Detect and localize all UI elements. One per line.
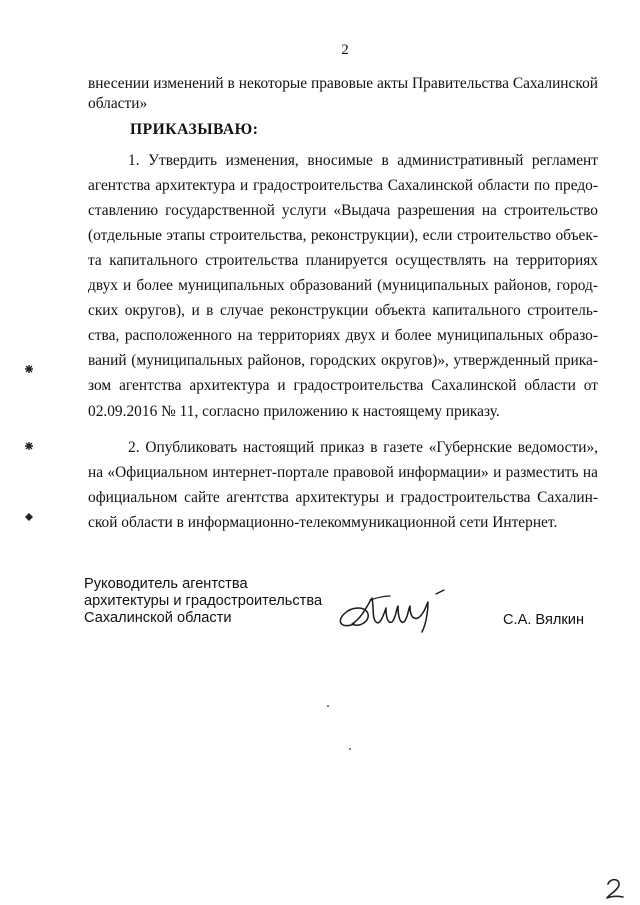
item1-line: та капитального строительства планируется осуществлять на территориях [88,252,598,269]
intro-line: области» [88,95,148,112]
item1-line: ставлению государственной услуги «Выдача разрешения на строительство [88,202,598,219]
item1-line: двух и более муниципальных образований (муниципальных районов, город- [88,277,598,294]
handwritten-page-number [604,876,626,900]
page-number: 2 [341,42,349,58]
signer-title-line: Сахалинской области [84,610,232,626]
scan-speck [349,748,351,750]
item1-line: агентства архитектура и градостроительства Сахалинской области по предо- [88,177,598,194]
item1-line: 02.09.2016 № 11, согласно приложению к настоящему приказу. [88,403,500,420]
item2-line: ской области в информационно-телекоммуникационной сети Интернет. [88,514,558,531]
signer-name: С.А. Вялкин [503,612,585,628]
item2-line: официальном сайте агентства архитектуры и градостроительства Сахалин- [88,489,598,506]
item1-line: зом агентства архитектура и градостроительства Сахалинской области от [88,377,598,394]
margin-mark-icon [24,364,34,374]
item2-line: 2. Опубликовать настоящий приказ в газете «Губернские ведомости», [128,439,598,456]
item1-line: ваний (муниципальных районов, городских округов)», утвержденный прика- [88,352,598,369]
signer-title-line: Руководитель агентства [84,576,248,592]
item1-line: (отдельные этапы строительства, реконструкции), если строительство объек- [88,227,598,244]
margin-mark-icon [24,441,34,451]
signer-title-line: архитектуры и градостроительства [84,593,323,609]
scan-speck [327,705,329,707]
item1-line: ских округов), и в случае реконструкции объекта капитального строитель- [88,302,598,319]
intro-line: внесении изменений в некоторые правовые акты Правительства Сахалинской [88,75,598,92]
margin-mark-icon [24,512,34,522]
item1-line: 1. Утвердить изменения, вносимые в административный регламент [128,152,598,169]
order-heading: ПРИКАЗЫВАЮ: [130,121,259,138]
item2-line: на «Официальном интернет-портале правовой информации» и разместить на [88,464,598,481]
handwritten-signature [332,584,462,644]
item1-line: ства, расположенного на территориях двух и более муниципальных образо- [88,327,598,344]
